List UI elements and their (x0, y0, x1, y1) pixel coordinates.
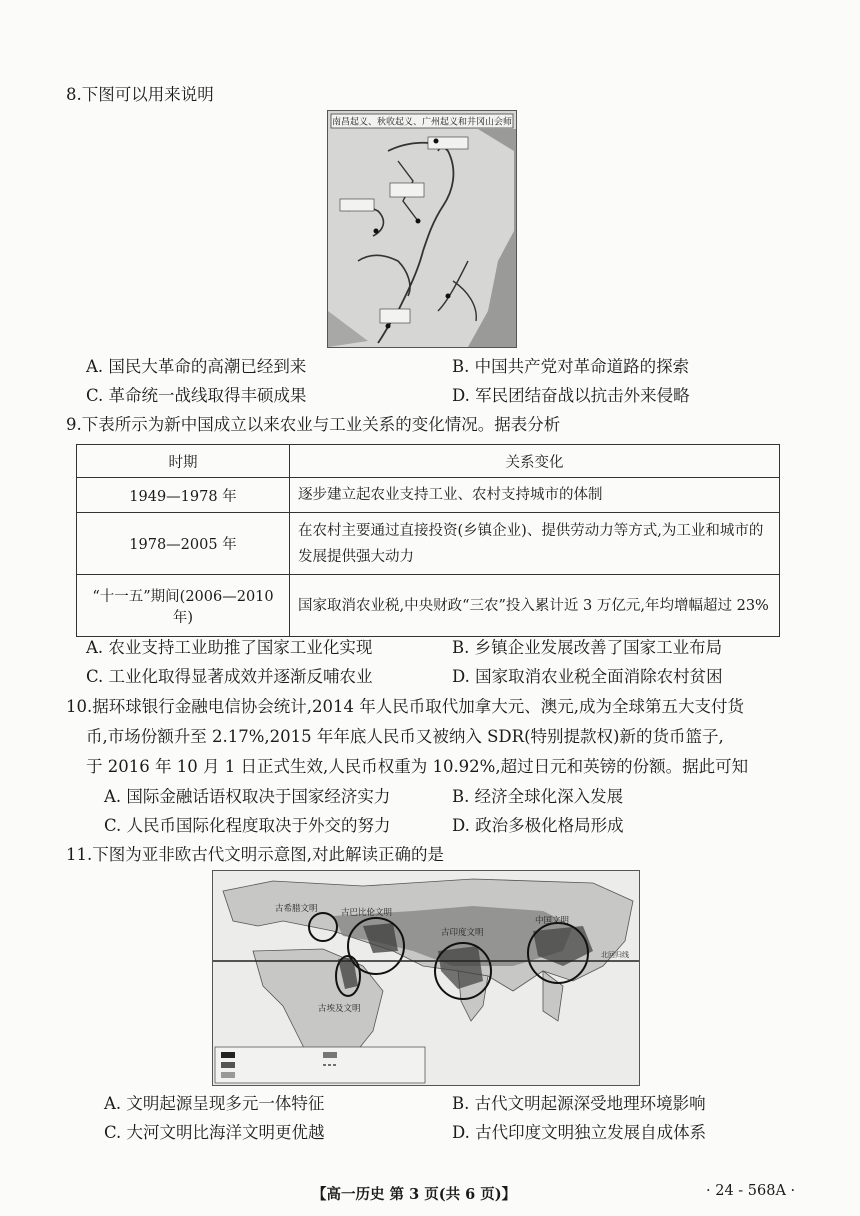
q11-map-graphic (213, 871, 639, 1085)
table-cell-change: 国家取消农业税,中央财政“三农”投入累计近 3 万亿元,年均增幅超过 23% (290, 575, 780, 637)
q10-line-1: 10.据环球银行金融电信协会统计,2014 年人民币取代加拿大元、澳元,成为全球第五大支付货 (66, 697, 744, 716)
q11-option-b: B. 古代文明起源深受地理环境影响 (452, 1094, 706, 1113)
table-cell-change: 逐步建立起农业支持工业、农村支持城市的体制 (290, 478, 780, 513)
q9-option-d: D. 国家取消农业税全面消除农村贫困 (452, 667, 723, 686)
map-label-mesopotamia: 古巴比伦文明 (341, 908, 393, 918)
table-row (77, 575, 780, 637)
q10-option-d: D. 政治多极化格局形成 (452, 816, 624, 835)
table-row (77, 513, 780, 575)
map-label-egypt: 古埃及文明 (318, 1004, 361, 1014)
question-11-stem: 11.下图为亚非欧古代文明示意图,对此解读正确的是 (66, 845, 444, 864)
q8-map-title: 南昌起义、秋收起义、广州起义和井冈山会师 (331, 117, 513, 128)
table-header-row (77, 445, 780, 478)
table-row (77, 478, 780, 513)
q11-option-a: A. 文明起源呈现多元一体特征 (104, 1094, 325, 1113)
map-label-greek: 古希腊文明 (275, 904, 318, 914)
q10-option-a: A. 国际金融话语权取决于国家经济实力 (104, 787, 391, 806)
table-header-change: 关系变化 (290, 445, 780, 478)
table-header-period: 时期 (77, 445, 290, 478)
q9-option-c: C. 工业化取得显著成效并逐渐反哺农业 (86, 667, 373, 686)
q10-line-3: 于 2016 年 10 月 1 日正式生效,人民币权重为 10.92%,超过日元和英镑的份额。据此可知 (86, 757, 749, 776)
question-8-stem: 8.下图可以用来说明 (66, 85, 214, 104)
map-label-tropic: 北回归线 (601, 951, 629, 959)
q8-revolution-map (327, 110, 517, 348)
q8-map-graphic (328, 111, 516, 347)
q8-option-b: B. 中国共产党对革命道路的探索 (452, 357, 690, 376)
q11-civilization-map (212, 870, 640, 1086)
q10-line-2: 币,市场份额升至 2.17%,2015 年年底人民币又被纳入 SDR(特别提款权)新的货币篮子, (86, 727, 724, 746)
q9-option-b: B. 乡镇企业发展改善了国家工业布局 (452, 638, 723, 657)
q9-option-a: A. 农业支持工业助推了国家工业化实现 (86, 638, 373, 657)
q10-option-b: B. 经济全球化深入发展 (452, 787, 624, 806)
page-footer-label: 【高一历史 第 3 页(共 6 页)】 (312, 1186, 517, 1203)
question-9-stem: 9.下表所示为新中国成立以来农业与工业关系的变化情况。据表分析 (66, 415, 561, 434)
table-cell-period: “十一五”期间(2006—2010 年) (77, 575, 290, 637)
question-10-stem (66, 692, 748, 782)
q8-option-d: D. 军民团结奋战以抗击外来侵略 (452, 386, 690, 405)
page-footer-code: · 24 - 568A · (706, 1183, 796, 1199)
map-label-india: 古印度文明 (441, 928, 484, 938)
q9-relation-table (76, 444, 780, 637)
table-cell-change: 在农村主要通过直接投资(乡镇企业)、提供劳动力等方式,为工业和城市的发展提供强大动力 (290, 513, 780, 575)
table-cell-period: 1978—2005 年 (77, 513, 290, 575)
q11-option-d: D. 古代印度文明独立发展自成体系 (452, 1123, 707, 1142)
map-label-china: 中国文明 (535, 916, 570, 926)
q8-option-c: C. 革命统一战线取得丰硕成果 (86, 386, 307, 405)
table-cell-period: 1949—1978 年 (77, 478, 290, 513)
q8-option-a: A. 国民大革命的高潮已经到来 (86, 357, 307, 376)
q10-option-c: C. 人民币国际化程度取决于外交的努力 (104, 816, 391, 835)
q11-option-c: C. 大河文明比海洋文明更优越 (104, 1123, 325, 1142)
